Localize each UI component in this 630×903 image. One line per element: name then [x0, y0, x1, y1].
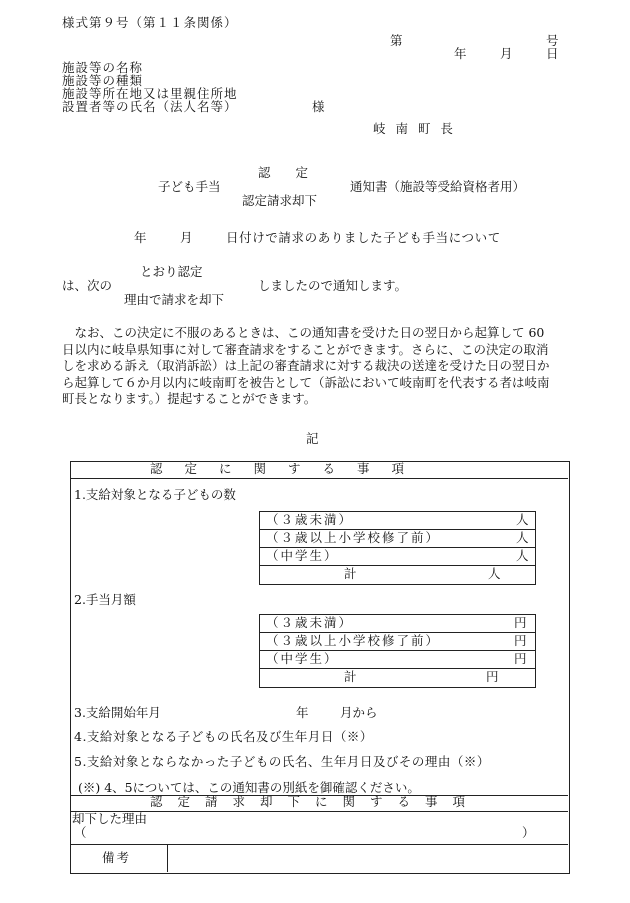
rejection-reason-label: 却下した理由 — [72, 811, 148, 826]
children-row-primary-unit: 人 — [516, 530, 529, 545]
issuer: 岐 南 町 長 — [373, 121, 456, 136]
header-kyakka: 認定請求却下に関する事項 — [150, 794, 481, 809]
item-start-month: 3.支給開始年月 — [74, 705, 161, 720]
appeal-paragraph: なお、この決定に不服のあるときは、この通知書を受けた日の翌日から起算して 60 日以内に岐阜県知事に対して審査請求をすることができます。さらに、この決定の取消しを求める訴え（取消訴訟）は上記の審査請求に対する裁決の送達を受けた日の翌日から起算して６か月以内に岐南町を被告として（訴訟において岐南町を代表する者は岐南町長となります。）提起することができます。 — [62, 325, 550, 406]
facility-name-label: 施設等の名称 — [62, 60, 144, 75]
claim-rest: 日付けで請求のありました子ども手当について — [226, 230, 501, 245]
note-attachment: (※) 4、5については、この通知書の別紙を御確認ください。 — [78, 780, 420, 795]
claim-month: 月 — [180, 230, 193, 245]
amount-row-under3-unit: 円 — [514, 615, 527, 630]
form-number: 様式第９号（第１１条関係） — [62, 15, 238, 30]
title-suffix: 通知書（施設等受給資格者用） — [350, 179, 526, 194]
children-row-under3: （３歳未満） — [266, 512, 354, 527]
remarks-label: 備考 — [102, 850, 132, 865]
rejection-reason-open: （ — [74, 825, 87, 840]
facility-address-label: 施設等所在地又は里親住所地 — [62, 86, 238, 101]
title-kyakka: 認定請求却下 — [242, 193, 318, 208]
remarks-row — [71, 844, 568, 872]
amount-row-middle: （中学生） — [266, 651, 339, 666]
children-row-middle: （中学生） — [266, 548, 339, 563]
ki-label: 記 — [306, 431, 319, 446]
amount-total-label: 計 — [344, 669, 357, 684]
amount-row-primary: （３歳以上小学校修了前） — [266, 633, 441, 648]
date-day: 日 — [546, 46, 559, 61]
doc-number-go: 号 — [546, 33, 559, 48]
item-ineligible-children: 5.支給対象とならなかった子どもの氏名、生年月日及びその理由（※） — [74, 754, 490, 769]
amount-row-middle-unit: 円 — [514, 651, 527, 666]
amount-row-primary-unit: 円 — [514, 633, 527, 648]
children-row-under3-unit: 人 — [516, 512, 529, 527]
notice-riyu: 理由で請求を却下 — [124, 292, 225, 307]
header-nintei: 認定に関する事項 — [150, 461, 427, 476]
date-month: 月 — [500, 46, 513, 61]
amount-row-under3: （３歳未満） — [266, 615, 354, 630]
facility-owner-label: 設置者等の氏名（法人名等） — [62, 99, 238, 114]
item-eligible-children: 4.支給対象となる子どもの氏名及び生年月日（※） — [74, 729, 373, 744]
claim-year: 年 — [134, 230, 147, 245]
children-total-unit: 人 — [488, 566, 501, 581]
title-nintei: 認 定 — [258, 165, 309, 180]
notice-toori: とおり認定 — [140, 264, 203, 279]
children-row-primary: （３歳以上小学校修了前） — [266, 530, 441, 545]
item-monthly-amount: 2.手当月額 — [74, 592, 136, 607]
children-row-middle-unit: 人 — [516, 548, 529, 563]
notice-prefix: は、次の — [62, 278, 113, 293]
amount-total-unit: 円 — [486, 669, 499, 684]
honorific: 様 — [312, 99, 325, 114]
item-children-count: 1.支給対象となる子どもの数 — [74, 487, 236, 502]
doc-number-dai: 第 — [390, 33, 403, 48]
title-prefix: 子ども手当 — [158, 179, 221, 194]
notice-suffix: しましたので通知します。 — [258, 278, 408, 293]
start-month-year: 年 — [296, 705, 309, 720]
start-month-from: 月から — [340, 705, 378, 720]
facility-type-label: 施設等の種類 — [62, 73, 144, 88]
rejection-reason-close: ） — [522, 825, 535, 840]
date-year: 年 — [454, 46, 467, 61]
children-total-label: 計 — [344, 566, 357, 581]
